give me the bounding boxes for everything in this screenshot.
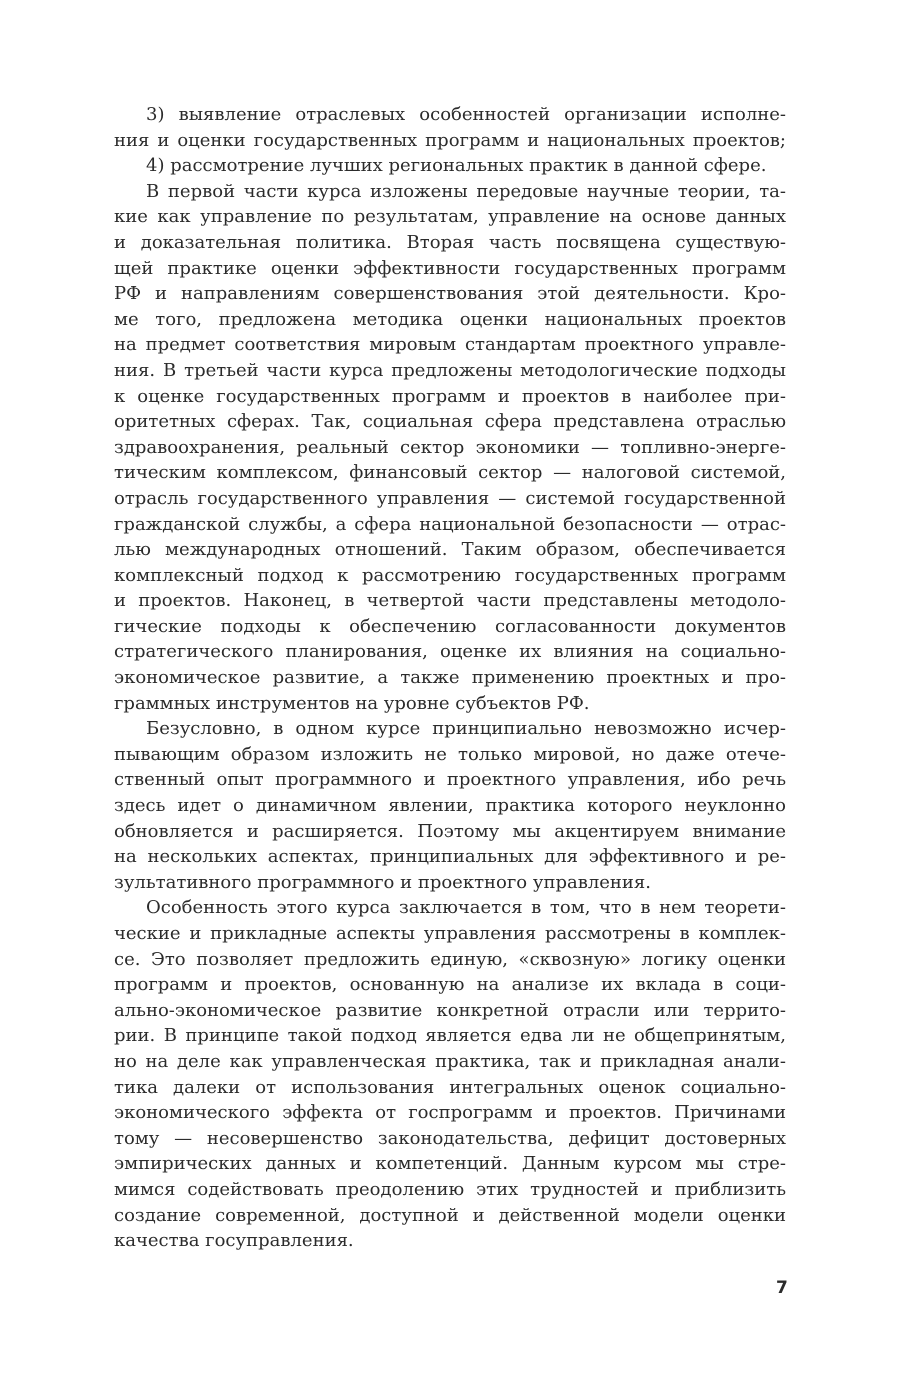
text-line: тому — несовершенство законодательства, дефицит достоверных	[114, 1127, 786, 1149]
text-line: и доказательная политика. Вторая часть посвящена существую-	[114, 231, 786, 253]
text-line: качества госуправления.	[114, 1230, 354, 1252]
text-line: программ и проектов, основанную на анализе их вклада в соци-	[114, 974, 786, 996]
text-line: пывающим образом изложить не только мировой, но даже отече-	[114, 743, 786, 765]
text-line: мимся содействовать преодолению этих трудностей и приблизить	[114, 1178, 786, 1200]
text-line: к оценке государственных программ и проектов в наиболее при-	[114, 385, 786, 407]
text-line: 4) рассмотрение лучших региональных практик в данной сфере.	[146, 155, 767, 177]
page-number: 7	[776, 1278, 788, 1298]
text-line: ния и оценки государственных программ и национальных проектов;	[114, 129, 786, 151]
text-line: кие как управление по результатам, управление на основе данных	[114, 206, 786, 228]
text-line: здесь идет о динамичном явлении, практика которого неуклонно	[114, 795, 786, 817]
text-line: тическим комплексом, финансовый сектор — налоговой системой,	[114, 462, 786, 484]
text-line: гические подходы к обеспечению согласованности документов	[114, 615, 786, 637]
text-line: ния. В третьей части курса предложены методологические подходы	[114, 359, 786, 381]
text-line: ственный опыт программного и проектного управления, ибо речь	[114, 769, 786, 791]
text-line: гражданской службы, а сфера национальной безопасности — отрас-	[114, 513, 786, 535]
text-line: на нескольких аспектах, принципиальных для эффективного и ре-	[114, 846, 786, 868]
text-line: на предмет соответствия мировым стандартам проектного управле-	[114, 334, 786, 356]
text-line: 3) выявление отраслевых особенностей организации исполне-	[146, 104, 786, 125]
text-line: Особенность этого курса заключается в том, что в нем теорети-	[146, 897, 786, 919]
text-line: эмпирических данных и компетенций. Данным курсом мы стре-	[114, 1153, 786, 1175]
text-line: комплексный подход к рассмотрению государственных программ	[114, 564, 786, 586]
text-line: экономического эффекта от госпрограмм и проектов. Причинами	[114, 1102, 786, 1124]
text-line: создание современной, доступной и действенной модели оценки	[114, 1204, 786, 1226]
text-line: тика далеки от использования интегральных оценок социально-	[114, 1076, 786, 1098]
text-line: се. Это позволяет предложить единую, «сквозную» логику оценки	[114, 948, 786, 970]
text-line: но на деле как управленческая практика, так и прикладная анали-	[114, 1050, 786, 1072]
text-line: обновляется и расширяется. Поэтому мы акцентируем внимание	[114, 820, 786, 842]
text-line: и проектов. Наконец, в четвертой части представлены методоло-	[114, 590, 786, 612]
text-line: щей практике оценки эффективности государственных программ	[114, 257, 786, 279]
text-line: стратегического планирования, оценке их влияния на социально-	[114, 641, 786, 663]
text-line: В первой части курса изложены передовые научные теории, та-	[146, 180, 786, 202]
text-line: зультативного программного и проектного управления.	[114, 871, 652, 893]
text-line: рии. В принципе такой подход является едва ли не общепринятым,	[114, 1025, 786, 1047]
text-line: ме того, предложена методика оценки национальных проектов	[114, 308, 786, 330]
text-line: лью международных отношений. Таким образом, обеспечивается	[114, 539, 786, 561]
text-line: здравоохранения, реальный сектор экономики — топливно-энерге-	[114, 436, 786, 458]
text-line: ческие и прикладные аспекты управления рассмотрены в комплек-	[114, 923, 786, 944]
text-line: оритетных сферах. Так, социальная сфера представлена отраслью	[114, 411, 786, 433]
text-line: граммных инструментов на уровне субъектов РФ.	[114, 692, 590, 714]
text-line: ально-экономическое развитие конкретной отрасли или террито-	[114, 999, 786, 1021]
text-line: Безусловно, в одном курсе принципиально невозможно исчер-	[146, 718, 786, 740]
text-line: экономическое развитие, а также применению проектных и про-	[114, 667, 786, 689]
text-line: РФ и направлениям совершенствования этой деятельности. Кро-	[114, 283, 786, 305]
page-body	[114, 102, 786, 1254]
text-line: отрасль государственного управления — системой государственной	[114, 487, 786, 509]
